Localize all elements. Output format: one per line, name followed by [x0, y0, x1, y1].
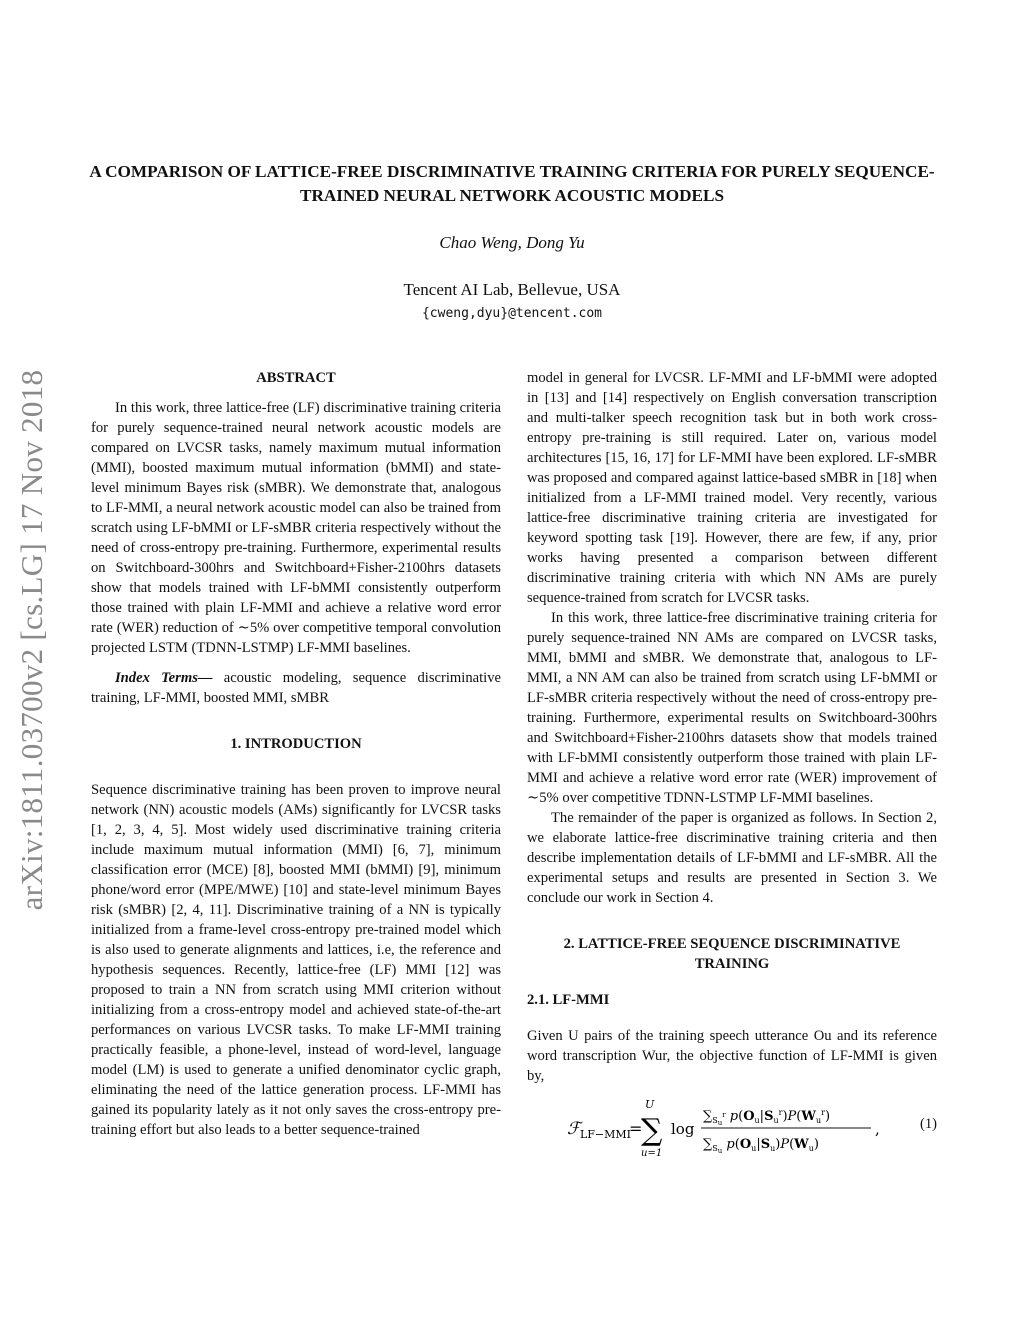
introduction-paragraph-2: In this work, three lattice-free discriminative training criteria for purely sequence-trained NN AMs are compared on LVCSR tasks, MMI, bMMI and sMBR. We demonstrate that, analogous to LF-MMI, a NN AM can also be trained from scratch using LF-bMMI or LF-sMBR criteria respectively without the need of cross-entropy pre-training. Furthermore, experimental results on Switchboard-300hrs and Switchboard+Fisher-2100hrs datasets show that models trained with LF-bMMI consistently outperform those trained with plain LF-MMI and achieve a relative word error rate (WER) improvement of ∼5% over competitive TDNN-LSTMP LF-MMI baselines. — [527, 610, 937, 806]
svg-text:=: = — [629, 1119, 643, 1138]
svg-text:LF−MMI: LF−MMI — [580, 1128, 632, 1141]
equation-number: (1) — [919, 1116, 937, 1132]
introduction-paragraph-3: The remainder of the paper is organized as follows. In Section 2, we elaborate lattice-free discriminative training criteria and then describe implementation details of LF-bMMI and LF-sMBR. All the experimental setups and results are presented in Section 3. We conclude our work in Section 4. — [527, 810, 937, 906]
arxiv-identifier: arXiv:1811.03700v2 [cs.LG] 17 Nov 2018 — [14, 369, 49, 911]
subsection-2-1-heading: 2.1. LF-MMI — [527, 992, 610, 1008]
index-terms-text: acoustic modeling, sequence discriminative training, LF-MMI, boosted MMI, sMBR — [91, 670, 501, 706]
index-terms — [91, 668, 501, 708]
introduction-paragraph-1-continued: model in general for LVCSR. LF-MMI and LF-bMMI were adopted in [13] and [14] respectively on English conversation transcription and multi-talker speech recognition task but in both work cross-entropy pre-training is still required. Later on, various model architectures [15, 16, 17] for LF-MMI have been explored. LF-sMBR was proposed and compared against lattice-based sMBR in [18] when initialized from a LF-MMI trained model. Very recently, various lattice-free discriminative training criteria are investigated for keyword spotting task [19]. However, there are few, if any, prior works having presented a comparison between different discriminative training criteria with which NN AMs are purely sequence-trained from scratch for LVCSR tasks. — [527, 370, 937, 606]
section-2-heading: 2. LATTICE-FREE SEQUENCE DISCRIMINATIVE TRAINING — [563, 936, 901, 972]
svg-text:∑Su p(Ou|Su)P(Wu): $\sum_Su$ $p(O_u|S_u)P(W_u)$ — [703, 1137, 819, 1155]
equation-1 — [527, 1094, 937, 1164]
author-email: {cweng,dyu}@tencent.com — [421, 306, 602, 321]
paper-affiliation: Tencent AI Lab, Bellevue, USA — [403, 280, 621, 299]
svg-text:log: log — [671, 1120, 695, 1138]
index-terms-label: Index Terms— — [115, 670, 213, 686]
svg-text:ℱ: ℱ — [567, 1119, 581, 1139]
left-column — [91, 368, 501, 1140]
paper-authors: Chao Weng, Dong Yu — [439, 233, 585, 252]
svg-text:∑Sur p(Ou|Sur)P(Wur): $\sum_Su^r$ $p(O_u|S_u^r)P(W_u^r)$ — [703, 1108, 831, 1127]
svg-text:∑: ∑ — [641, 1113, 663, 1148]
introduction-paragraph-1: Sequence discriminative training has been proven to improve neural network (NN) acoustic models (AMs) significantly for LVCSR tasks [1, 2, 3, 4, 5]. Most widely used discriminative training criteria include maximum mutual information (MMI) [6, 7], minimum classification error (MCE) [8], boosted MMI (bMMI) [9], minimum phone/word error (MPE/MWE) [10] and state-level minimum Bayes risk (sMBR) [2, 4, 11]. Discriminative training of a NN is typically initialized from a frame-level cross-entropy pre-trained model which is also used to generate alignments and lattices, i.e, the reference and hypothesis sequences. Recently, lattice-free (LF) MMI [12] was proposed to train a NN from scratch using MMI criterion without initializing from a cross-entropy model and achieved state-of-the-art performances on various LVCSR tasks. To make LF-MMI training practically feasible, a phone-level, instead of word-level, language model (LM) is used to generate a unified denominator cyclic graph, eliminating the need of the lattice generation process. LF-MMI has gained its popularity lately as it not only saves the cross-entropy pre-training effort but also leads to a better sequence-trained — [91, 782, 501, 1138]
abstract-heading: ABSTRACT — [256, 370, 336, 386]
lf-mmi-intro-text: Given U pairs of the training speech utterance Ou and its reference word transcription Wur, the objective function of LF-MMI is given by, — [527, 1028, 937, 1084]
svg-text:,: , — [875, 1120, 880, 1138]
paper-title: A COMPARISON OF LATTICE-FREE DISCRIMINATIVE TRAINING CRITERIA FOR PURELY SEQUENCE-TRAINED NEURAL NETWORK ACOUSTIC MODELS — [89, 162, 935, 205]
abstract-text: In this work, three lattice-free (LF) discriminative training criteria for purely sequence-trained neural network acoustic models are compared on LVCSR tasks, namely maximum mutual information (MMI), boosted maximum mutual information (bMMI) and state-level minimum Bayes risk (sMBR). We demonstrate that, analogous to LF-MMI, a neural network acoustic model can also be trained from scratch using LF-bMMI or LF-sMBR criteria respectively without the need of cross-entropy pre-training. Furthermore, experimental results on Switchboard-300hrs and Switchboard+Fisher-2100hrs datasets show that models trained with LF-bMMI consistently outperform those trained with plain LF-MMI and achieve a relative word error rate (WER) reduction of ∼5% over competitive temporal convolution projected LSTM (TDNN-LSTMP) LF-MMI baselines. — [91, 400, 501, 656]
introduction-heading: 1. INTRODUCTION — [230, 736, 362, 752]
svg-text:U: U — [645, 1098, 655, 1111]
right-column — [527, 368, 937, 1164]
lf-mmi-objective-formula — [567, 1094, 907, 1164]
svg-text:u=1: u=1 — [641, 1148, 663, 1159]
